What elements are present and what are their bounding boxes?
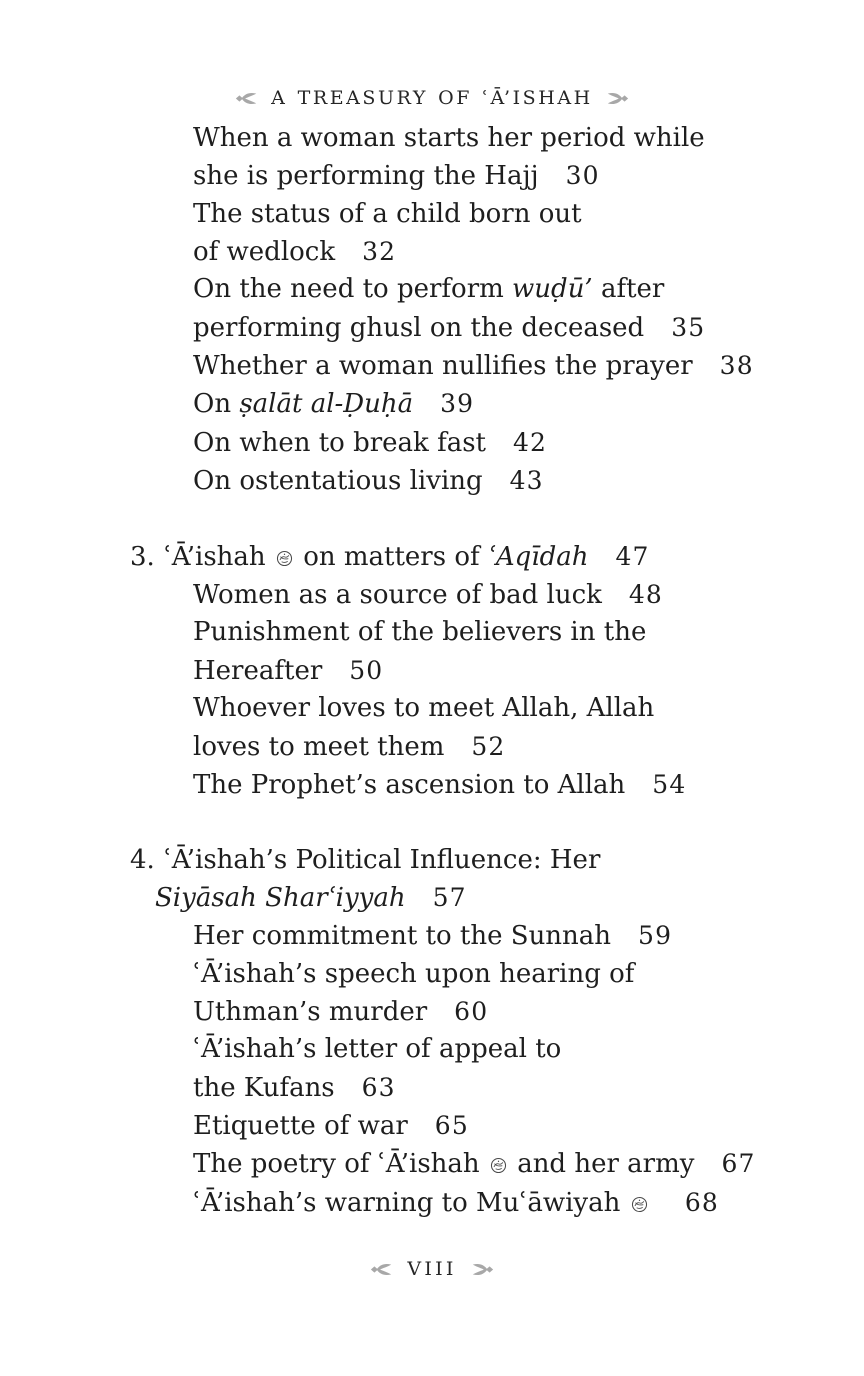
toc-entry-text: ʿĀ’ishah’s Political Influence: Her xyxy=(163,844,601,875)
toc-entry-line xyxy=(0,956,864,993)
toc-entry-line xyxy=(0,728,864,766)
toc-entry-text: of wedlock xyxy=(193,237,336,268)
toc-entry-line xyxy=(0,576,864,614)
toc-entry-line xyxy=(0,766,864,804)
page-number: 57 xyxy=(432,882,467,912)
toc-entry-line xyxy=(0,1107,864,1145)
toc-entry-text: Whoever loves to meet Allah, Allah xyxy=(193,693,655,724)
toc-entry-line xyxy=(0,233,864,271)
table-of-contents xyxy=(0,120,864,1222)
page-number: 30 xyxy=(565,161,600,191)
toc-entry-text: Uthman’s murder xyxy=(193,996,428,1027)
page-number: 38 xyxy=(719,351,754,381)
toc-entry-text: on matters of xyxy=(303,541,488,572)
toc-entry-text: On the need to perform xyxy=(193,274,513,305)
toc-entry-line xyxy=(0,879,864,917)
page-number: 47 xyxy=(615,541,650,571)
fleuron-ornament-icon xyxy=(606,90,629,107)
toc-entry-line xyxy=(0,271,864,308)
toc-entry-line xyxy=(0,462,864,500)
toc-entry-text: On ostentatious living xyxy=(193,466,483,497)
running-head xyxy=(0,83,864,113)
page-number: 59 xyxy=(638,921,673,951)
toc-entry-text: performing ghusl on the deceased xyxy=(193,312,645,343)
toc-entry-line xyxy=(0,1145,864,1183)
page-number: 39 xyxy=(440,389,475,419)
toc-entry-text: ṣalāt al-Ḍuḥā xyxy=(239,389,414,420)
toc-section-line xyxy=(0,842,864,879)
page-number: 43 xyxy=(509,466,544,496)
honorific-icon xyxy=(275,549,294,568)
page-number: 54 xyxy=(652,769,687,799)
toc-entry-text: ʿĀ’ishah’s warning to Muʿāwiyah xyxy=(193,1187,629,1218)
page-number: 63 xyxy=(361,1072,396,1102)
section-number: 3. xyxy=(130,541,155,572)
toc-entry-text: Hereafter xyxy=(193,655,323,686)
fleuron-ornament-icon xyxy=(471,1261,494,1278)
toc-entry-line xyxy=(0,309,864,347)
toc-entry-text: and her army xyxy=(517,1149,695,1180)
toc-entry-text: The status of a child born out xyxy=(193,198,582,229)
toc-entry-text: Whether a woman nullifies the prayer xyxy=(193,351,693,382)
toc-entry-text: loves to meet them xyxy=(193,731,445,762)
toc-entry-text: The Prophet’s ascension to Allah xyxy=(193,769,626,800)
toc-entry-text: she is performing the Hajj xyxy=(193,161,539,192)
toc-entry-text: Punishment of the believers in the xyxy=(193,617,647,648)
toc-entry-text: The poetry of ʿĀ’ishah xyxy=(193,1149,488,1180)
page-number: 60 xyxy=(454,996,489,1026)
toc-entry-line xyxy=(0,993,864,1031)
page-number: 48 xyxy=(628,580,663,610)
toc-entry-line xyxy=(0,347,864,385)
page-number: 50 xyxy=(349,655,384,685)
folio-page-number: VIII xyxy=(407,1258,457,1280)
toc-entry-line xyxy=(0,1184,864,1222)
toc-entry-line xyxy=(0,1069,864,1107)
toc-section-line xyxy=(0,538,864,576)
toc-entry-text: ʿĀ’ishah’s speech upon hearing of xyxy=(193,958,635,989)
toc-entry-line xyxy=(0,157,864,195)
honorific-icon xyxy=(489,1156,508,1175)
toc-entry-text: the Kufans xyxy=(193,1072,335,1103)
page-footer xyxy=(0,1253,864,1285)
toc-entry-line xyxy=(0,690,864,727)
running-head-title: A TREASURY OF ʿĀ’ISHAH xyxy=(271,87,593,109)
toc-entry-text: Her commitment to the Sunnah xyxy=(193,921,612,952)
page-number: 52 xyxy=(471,731,506,761)
toc-entry-line xyxy=(0,196,864,233)
toc-entry-text: wuḍū’ xyxy=(512,274,593,305)
page-number: 42 xyxy=(512,427,548,457)
fleuron-ornament-icon xyxy=(370,1261,393,1278)
toc-entry-text: On when to break fast xyxy=(193,427,486,458)
toc-entry-line xyxy=(0,652,864,690)
honorific-icon xyxy=(630,1195,649,1214)
toc-entry-text: ʿĀ’ishah’s letter of appeal to xyxy=(193,1034,562,1065)
toc-entry-text: On xyxy=(193,389,240,420)
section-number: 4. xyxy=(130,844,155,875)
toc-entry-text: Women as a source of bad luck xyxy=(193,580,602,611)
page-number: 32 xyxy=(362,237,397,267)
toc-entry-line xyxy=(0,614,864,651)
toc-entry-text: Siyāsah Sharʿiyyah xyxy=(155,882,406,913)
toc-entry-line xyxy=(0,120,864,157)
page-number: 35 xyxy=(671,312,706,342)
page-number: 68 xyxy=(684,1187,719,1217)
page-number: 65 xyxy=(434,1110,469,1140)
toc-entry-text: ʿĀ’ishah xyxy=(163,541,274,572)
page-number: 67 xyxy=(721,1149,756,1179)
toc-entry-line xyxy=(0,385,864,423)
toc-entry-line xyxy=(0,424,864,462)
toc-entry-text: When a woman starts her period while xyxy=(193,123,705,153)
fleuron-ornament-icon xyxy=(235,90,258,107)
toc-entry-line xyxy=(0,1031,864,1068)
toc-entry-text: ʿAqīdah xyxy=(487,541,589,572)
toc-entry-line xyxy=(0,917,864,955)
toc-entry-text: Etiquette of war xyxy=(193,1110,408,1141)
toc-entry-text: after xyxy=(592,274,665,305)
